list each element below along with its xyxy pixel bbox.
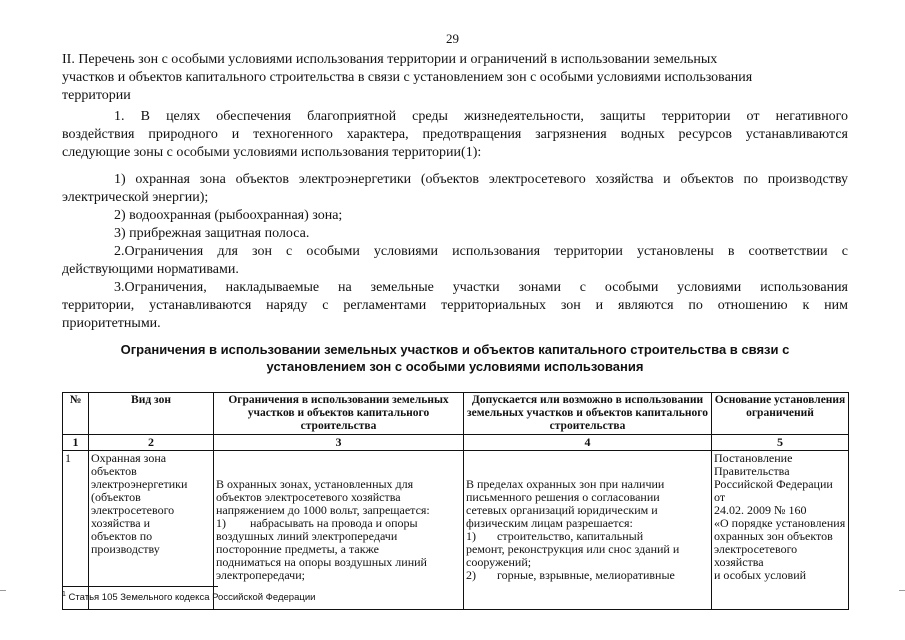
paragraph-line: воздействия природного и техногенного характера, предотвращения загрязнения водных ресурсов устанавливаются: [62, 127, 848, 142]
table-title-line: Ограничения в использовании земельных участков и объектов капитального строительства в связи с: [120, 342, 790, 357]
table-title-line: установлением зон с особыми условиями использования: [266, 359, 644, 374]
list-item: 2) водоохранная (рыбоохранная) зона;: [114, 208, 343, 223]
paragraph-line: приоритетными.: [62, 316, 161, 331]
zone-list: [62, 171, 848, 333]
table-header-row: [63, 393, 849, 435]
footnote: [62, 591, 315, 603]
page-number: 29: [446, 31, 459, 46]
column-number: 1: [63, 435, 89, 451]
table-title: [60, 341, 850, 375]
section-heading-line: территории: [62, 88, 131, 103]
restrictions-table: [62, 392, 849, 610]
header-basis: Основание установления ограничений: [712, 393, 849, 435]
column-number: 2: [89, 435, 214, 451]
header-allowed: Допускается или возможно в использовании земельных участков и объектов капитального строительства: [464, 393, 712, 435]
paragraph-line: действующими нормативами.: [62, 262, 239, 277]
footnote-separator: [62, 586, 218, 587]
column-number: 5: [712, 435, 849, 451]
paragraph-line: 1. В целях обеспечения благоприятной среды жизнедеятельности, защиты территории от негативного: [114, 109, 848, 124]
header-zone-type: Вид зон: [89, 393, 214, 435]
paragraph-line: 2.Ограничения для зон с особыми условиями использования территории установлены в соответствии с: [114, 244, 848, 259]
edge-mark: [0, 590, 6, 591]
header-restrictions: Ограничения в использовании земельных участков и объектов капитального строительства: [214, 393, 464, 435]
row-number: 1: [63, 451, 89, 610]
zone-type-cell: Охранная зона объектов электроэнергетики (объектов электросетевого хозяйства и объектов по производству: [89, 451, 214, 610]
list-item: электрической энергии);: [62, 190, 209, 205]
edge-mark: [899, 590, 905, 591]
list-item: 3) прибрежная защитная полоса.: [114, 226, 310, 241]
paragraph-line: 3.Ограничения, накладываемые на земельные участки зонами с особыми условиями использования: [114, 280, 848, 295]
column-number: 4: [464, 435, 712, 451]
paragraph-line: следующие зоны с особыми условиями использования территории(1):: [62, 145, 482, 160]
restrictions-cell: В охранных зонах, установленных для объектов электросетевого хозяйства напряжением до 1000 вольт, запрещается: 1) набрасывать на провода и опоры воздушных линий электропередачи посторонние предметы, а также подниматься на опоры воздушных линий электропередачи;: [214, 451, 464, 610]
list-item: 1) охранная зона объектов электроэнергетики (объектов электросетевого хозяйства и объектов по производству: [114, 172, 848, 187]
column-number: 3: [214, 435, 464, 451]
paragraph-1: [62, 108, 848, 162]
paragraph-line: территории, устанавливаются наряду с регламентами территориальных зон и являются по отношению к ним: [62, 298, 848, 313]
column-number-row: [63, 435, 849, 451]
header-number: №: [63, 393, 89, 435]
footnote-text: Статья 105 Земельного кодекса Российской Федерации: [68, 592, 316, 604]
section-heading-line: участков и объектов капитального строительства в связи с установлением зон с особыми условиями использования: [62, 70, 753, 85]
section-heading-line: II. Перечень зон с особыми условиями использования территории и ограничений в использовании земельных: [62, 52, 718, 67]
basis-cell: Постановление Правительства Российской Федерации от 24.02. 2009 № 160 «О порядке установления охранных зон объектов электросетевого хозяйства и особых условий: [712, 451, 849, 610]
allowed-cell: В пределах охранных зон при наличии письменного решения о согласовании сетевых организаций юридическим и физическим лицам разрешается: 1) строительство, капитальный ремонт, реконструкция или снос зданий и сооружений; 2) горные, взрывные, мелиоративные: [464, 451, 712, 610]
section-heading: [62, 51, 848, 105]
footnote-mark: 1: [62, 591, 66, 598]
